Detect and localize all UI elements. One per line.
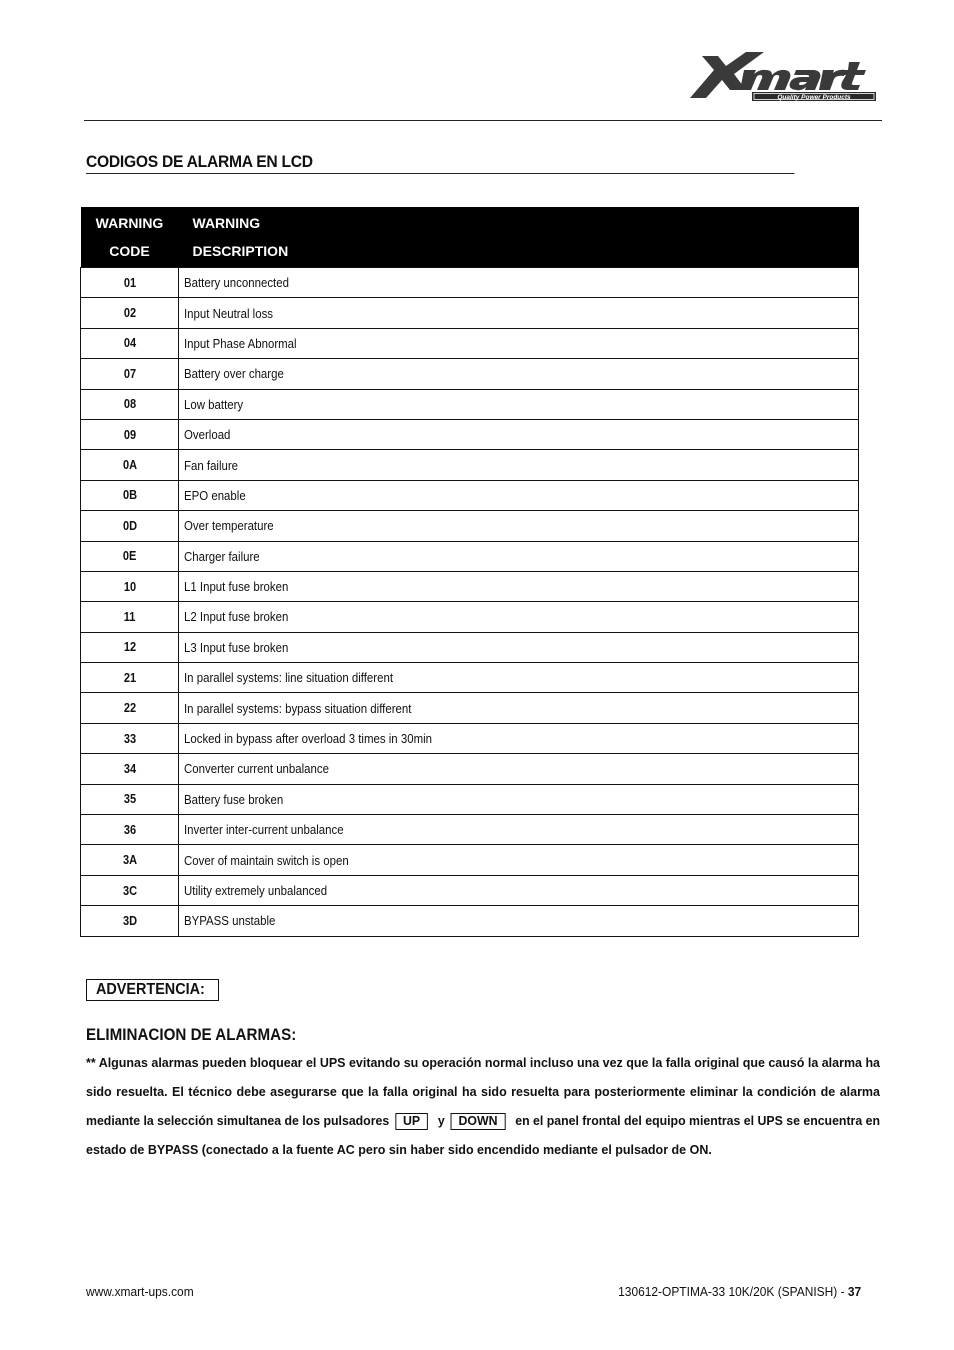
warning-code: 0B [122, 488, 137, 503]
warning-description: L1 Input fuse broken [184, 579, 289, 595]
header-divider [84, 120, 882, 121]
warning-code: 09 [123, 427, 136, 442]
warning-code: 08 [123, 397, 136, 412]
warning-code: 0A [122, 458, 137, 473]
warning-code: 33 [123, 731, 136, 746]
elimination-paragraph [86, 1049, 880, 1165]
warning-code: 02 [123, 306, 136, 321]
table-row [81, 571, 859, 601]
table-row [81, 419, 859, 449]
warning-code: 07 [123, 366, 136, 381]
warning-description: Battery unconnected [184, 275, 289, 291]
xmart-logo [684, 48, 880, 104]
warning-code: 3A [122, 853, 137, 868]
footer-website: www.xmart-ups.com [86, 1284, 194, 1299]
warning-description: Input Phase Abnormal [184, 335, 297, 351]
table-row [81, 845, 859, 875]
paragraph-line-1: ** Algunas alarmas pueden bloquear el UPS evitando su operación normal incluso una vez que la falla original que causó la alarma ha [86, 1056, 880, 1070]
warning-code: 22 [123, 701, 136, 716]
warning-code: 11 [123, 609, 136, 624]
warning-description: Converter current unbalance [184, 761, 329, 777]
table-row [81, 632, 859, 662]
warning-label-box: ADVERTENCIA: [86, 979, 219, 1001]
table-row [81, 268, 859, 298]
table-row [81, 784, 859, 814]
table-row [81, 298, 859, 328]
warning-description: Over temperature [184, 518, 274, 534]
warning-description: Inverter inter-current unbalance [184, 822, 344, 838]
header-warning-code: WARNING CODE [81, 207, 179, 268]
table-row [81, 693, 859, 723]
page-number: 37 [847, 1284, 861, 1299]
warning-code: 21 [123, 670, 136, 685]
section-title: CODIGOS DE ALARMA EN LCD [86, 152, 794, 174]
warning-code: 12 [123, 640, 136, 655]
warning-description: L3 Input fuse broken [184, 639, 289, 655]
warning-code: 34 [123, 761, 136, 776]
table-row [81, 541, 859, 571]
warning-code: 0E [122, 549, 137, 564]
table-row [81, 480, 859, 510]
warning-description: Overload [184, 427, 231, 443]
warning-code: 04 [123, 336, 136, 351]
logo-tagline: Quality Power Products [777, 94, 851, 101]
warning-description: L2 Input fuse broken [184, 609, 289, 625]
warning-description: EPO enable [184, 487, 246, 503]
table-row [81, 511, 859, 541]
warning-description: Input Neutral loss [184, 305, 274, 321]
warning-description: Charger failure [184, 548, 260, 564]
warning-description: BYPASS unstable [184, 913, 276, 929]
warning-code: 35 [123, 792, 136, 807]
table-row [81, 906, 859, 936]
paragraph-line-3: mediante la selección simultanea de los pulsadores UP y DOWN en el panel frontal del equipo mientras el UPS se encuentra en [86, 1114, 880, 1128]
warning-description: Fan failure [184, 457, 239, 473]
warning-description: Low battery [184, 396, 244, 412]
warning-description: In parallel systems: line situation different [184, 670, 393, 686]
down-key-label: DOWN [451, 1113, 506, 1130]
table-row [81, 359, 859, 389]
warning-description: Locked in bypass after overload 3 times in 30min [184, 731, 433, 747]
table-row [81, 389, 859, 419]
footer-document-info: 130612-OPTIMA-33 10K/20K (SPANISH) - 37 [617, 1284, 861, 1299]
warning-description: Battery fuse broken [184, 791, 284, 807]
warning-code: 3C [122, 883, 137, 898]
header-warning-description: WARNING DESCRIPTION [179, 207, 859, 268]
table-row [81, 663, 859, 693]
alarm-code-table [80, 207, 859, 937]
warning-description: Battery over charge [184, 366, 284, 382]
table-row [81, 875, 859, 905]
warning-code: 10 [123, 579, 136, 594]
warning-code: 01 [123, 275, 136, 290]
up-key-label: UP [395, 1113, 428, 1130]
table-row [81, 754, 859, 784]
warning-code: 0D [122, 518, 137, 533]
paragraph-line-2: sido resuelta. El técnico debe asegurarse que la falla original ha sido resuelta para posteriormente eliminar la condición de alarma [86, 1085, 880, 1099]
warning-description: Utility extremely unbalanced [184, 883, 328, 898]
warning-description: Cover of maintain switch is open [184, 852, 349, 868]
table-row [81, 723, 859, 753]
paragraph-line-4: estado de BYPASS (conectado a la fuente AC pero sin haber sido encendido mediante el pulsador de ON. [86, 1143, 712, 1157]
warning-code: 3D [122, 913, 137, 928]
warning-code: 36 [123, 822, 136, 837]
warning-description: In parallel systems: bypass situation different [184, 700, 412, 716]
elimination-title: ELIMINACION DE ALARMAS: [86, 1026, 297, 1044]
table-row [81, 815, 859, 845]
table-row [81, 602, 859, 632]
table-row [81, 328, 859, 358]
table-row [81, 450, 859, 480]
